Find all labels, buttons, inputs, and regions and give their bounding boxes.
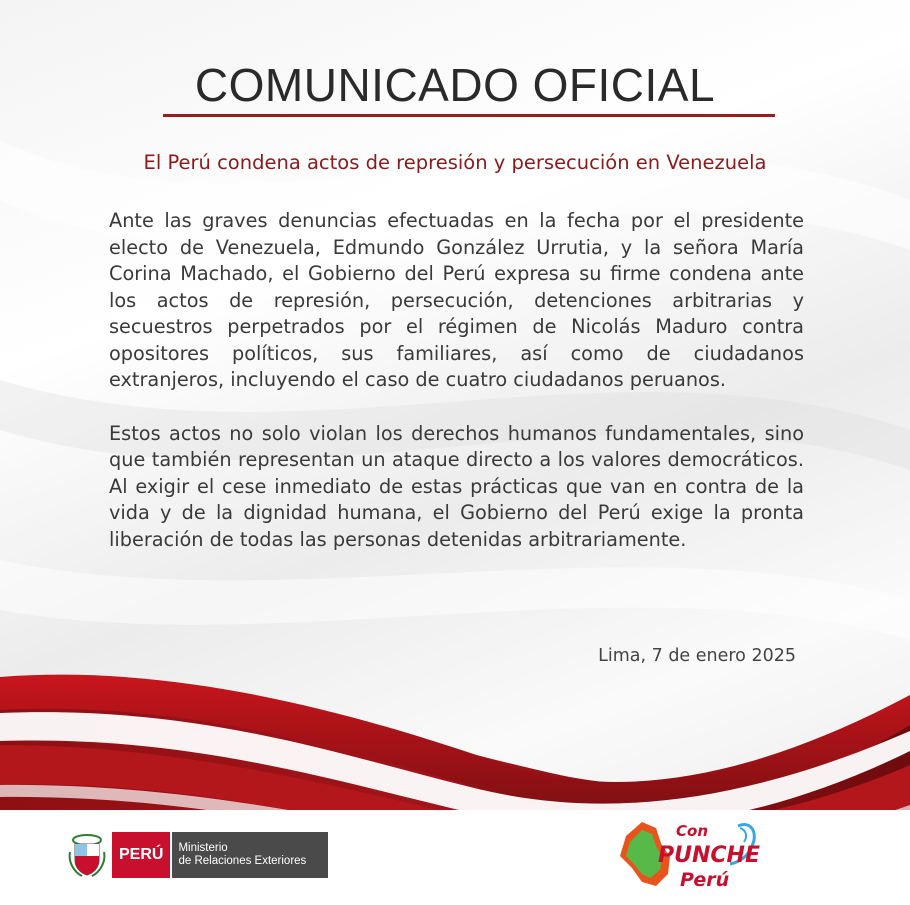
page-title: COMUNICADO OFICIAL xyxy=(194,59,716,111)
paragraph-2: Estos actos no solo violan los derechos humanos fundamentales, sino que también representan un ataque directo a los valores democráticos. Al exigir el cese inmediato de estas prácticas que van en contra de la vida y de la dignidad humana, el Gobierno del Perú exige la pronta liberación de todas las personas detenidas arbitrariamente. xyxy=(109,421,804,551)
dateline: Lima, 7 de enero 2025 xyxy=(598,646,796,666)
page-subtitle: El Perú condena actos de represión y persecución en Venezuela xyxy=(143,151,767,174)
paragraph-1: Ante las graves denuncias efectuadas en la fecha por el presidente electo de Venezuela, Edmundo González Urrutia, y la señora María Corina Machado, el Gobierno del Perú expresa su firme condena ante los actos de represión, persecución, detenciones arbitrarias y secuestros perpetrados por el régimen de Nicolás Maduro contra opositores políticos, sus familiares, así como de ciudadanos extranjeros, incluyendo el caso de cuatro ciudadanos peruanos. xyxy=(109,209,804,391)
title-underline xyxy=(163,114,775,117)
campaign-word-2: PUNCHE xyxy=(658,843,760,868)
country-label: PERÚ xyxy=(112,832,170,878)
statement-body xyxy=(109,208,804,580)
coat-of-arms-icon xyxy=(68,832,106,878)
government-logo xyxy=(68,832,328,878)
ministry-label xyxy=(170,832,328,878)
campaign-word-3: Perú xyxy=(680,869,730,891)
campaign-word-1: Con xyxy=(676,822,708,840)
campaign-logo xyxy=(612,812,762,894)
ministry-line-2: de Relaciones Exteriores xyxy=(178,855,307,867)
ministry-line-1: Ministerio xyxy=(178,842,228,854)
